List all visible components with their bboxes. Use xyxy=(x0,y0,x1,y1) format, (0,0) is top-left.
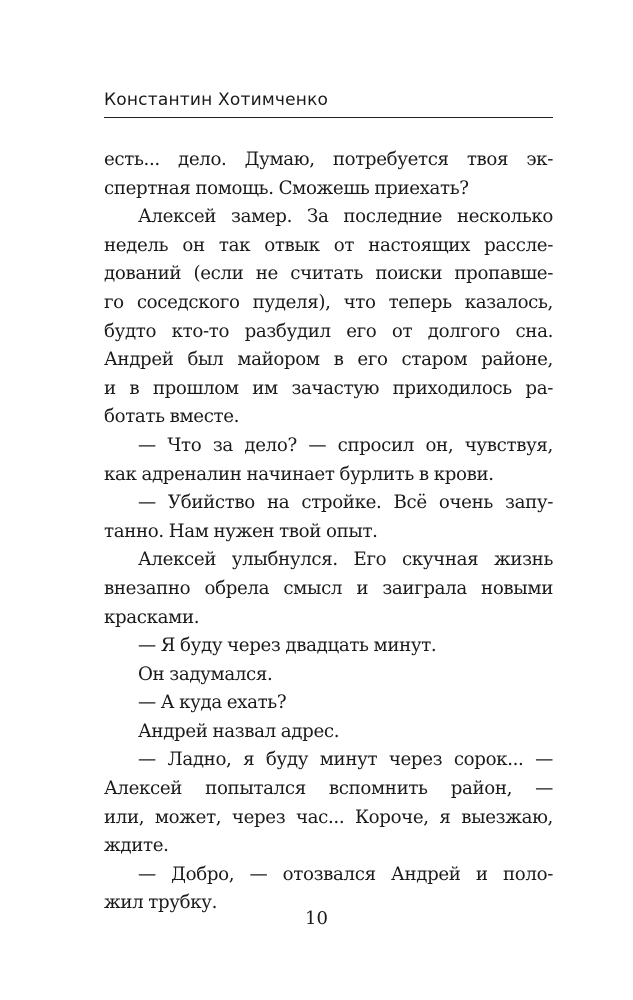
text-line: — А куда ехать? xyxy=(138,692,287,714)
text-line: танно. Нам нужен твой опыт. xyxy=(104,520,378,542)
text-line: — Убийство на стройке. Всё очень запу- xyxy=(138,492,553,514)
text-line: недель он так отвык от настоящих рассле- xyxy=(104,234,553,256)
text-line: Андрей назвал адрес. xyxy=(138,720,340,742)
text-line: — Что за дело? — спросил он, чувствуя, xyxy=(138,434,553,456)
text-line: Андрей был майором в его старом районе, xyxy=(104,349,553,371)
text-line: дований (если не считать поиски пропавше- xyxy=(104,263,553,285)
text-line: ботать вместе. xyxy=(104,406,240,428)
text-line: или, может, через час... Короче, я выезжаю, xyxy=(104,806,553,828)
text-line: ждите. xyxy=(104,835,169,857)
running-head: Константин Хотимченко xyxy=(104,90,329,110)
text-line: красками. xyxy=(104,606,200,628)
text-line: будто кто-то разбудил его от долгого сна. xyxy=(104,320,553,342)
text-line: Алексей попытался вспомнить район, — xyxy=(104,778,553,800)
text-line: и в прошлом им зачастую приходилось ра- xyxy=(104,377,553,399)
text-line: — Ладно, я буду минут через сорок... — xyxy=(138,749,553,771)
text-line: жил трубку. xyxy=(104,892,218,914)
text-line: как адреналин начинает бурлить в крови. xyxy=(104,463,494,485)
text-line: спертная помощь. Сможешь приехать? xyxy=(104,177,469,199)
text-line: — Я буду через двадцать минут. xyxy=(138,635,437,657)
header-rule xyxy=(104,117,553,118)
text-line: внезапно обрела смысл и заиграла новыми xyxy=(104,577,553,599)
text-line: — Добро, — отозвался Андрей и поло- xyxy=(138,863,553,885)
text-line: Алексей замер. За последние несколько xyxy=(138,206,553,228)
page-number: 10 xyxy=(305,908,328,929)
body-text xyxy=(104,146,553,918)
text-line: Он задумался. xyxy=(138,663,273,685)
text-line: Алексей улыбнулся. Его скучная жизнь xyxy=(138,549,553,571)
text-line: го соседского пуделя), что теперь казалось, xyxy=(104,291,553,313)
text-line: есть... дело. Думаю, потребуется твоя эк- xyxy=(104,149,553,170)
